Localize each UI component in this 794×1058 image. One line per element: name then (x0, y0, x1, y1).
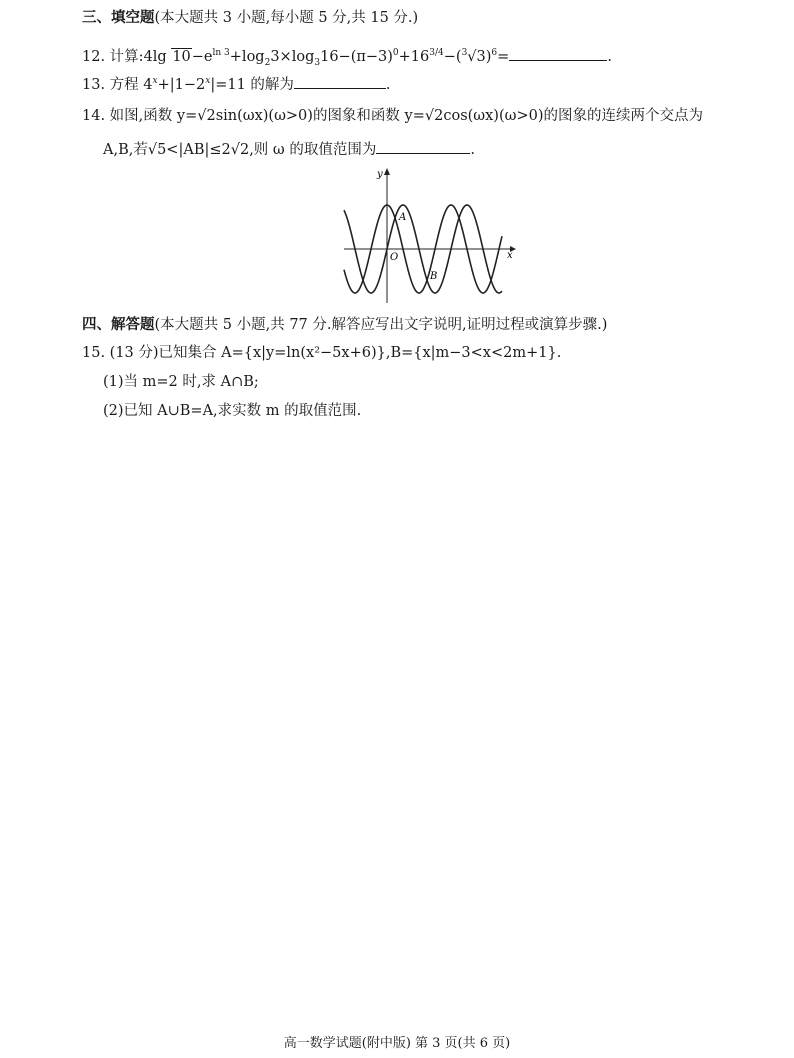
q13-mid: 的解为 (250, 77, 294, 93)
section-4-note: (本大题共 5 小题,共 77 分.解答应写出文字说明,证明过程或演算步骤.) (154, 317, 608, 333)
q13-equation: $4^x+|1-2^x|=11$ (143, 76, 246, 93)
q12-prefix: 12. 计算: (82, 49, 144, 65)
q14-line2-end: . (470, 142, 475, 158)
point-a-label: A (399, 212, 407, 223)
x-axis-label: x (507, 250, 513, 261)
q13-answer-blank[interactable] (294, 74, 386, 89)
section-4-header (82, 315, 607, 335)
q12-answer-blank[interactable] (509, 46, 607, 61)
question-15-stem: 15. (13 分)已知集合 A={x|y=ln(x²−5x+6)},B={x|m−3<x<2m+1}. (82, 345, 562, 361)
section-3-header (82, 8, 418, 28)
q13-prefix: 13. 方程 (82, 77, 139, 93)
q14-line2-text: A,B,若√5<|AB|≤2√2,则 ω 的取值范围为 (103, 142, 377, 158)
question-14-line-2 (103, 139, 475, 160)
q14-answer-blank[interactable] (376, 139, 470, 154)
question-15-part-2: (2)已知 A∪B=A,求实数 m 的取值范围. (103, 403, 362, 419)
section-4-title: 四、解答题 (82, 316, 155, 333)
question-12: 12. 计算:4lg $10-e^{ln 3}+\log_23\times\log_316-(\pi-3)^0+16^{3/4}-(^3√3)^6=$ . (82, 46, 612, 67)
question-13: 13. 方程 $4^x+|1-2^x|=11$ 的解为 . (82, 74, 391, 95)
y-axis-label: y (377, 169, 383, 180)
page-footer: 高一数学试题(附中版) 第 3 页(共 6 页) (283, 1036, 511, 1051)
y-axis-arrow-icon (384, 168, 390, 175)
section-3-note: (本大题共 3 小题,每小题 5 分,共 15 分.) (154, 10, 419, 26)
point-b-label: B (430, 271, 438, 282)
sine-cosine-graph (340, 165, 516, 305)
question-15-part-1: (1)当 m=2 时,求 A∩B; (103, 374, 259, 390)
q12-expression: 4lg $10-e^{ln 3}+\log_23\times\log_316-(\pi-3)^0+16^{3/4}-(^3√3)^6=$ (143, 48, 510, 68)
origin-label: O (390, 252, 399, 263)
section-3-title: 三、填空题 (82, 9, 155, 26)
question-14-line-1: 14. 如图,函数 y=√2sin(ωx)(ω>0)的图象和函数 y=√2cos(ωx)(ω>0)的图象的连续两个交点为 (82, 108, 703, 124)
